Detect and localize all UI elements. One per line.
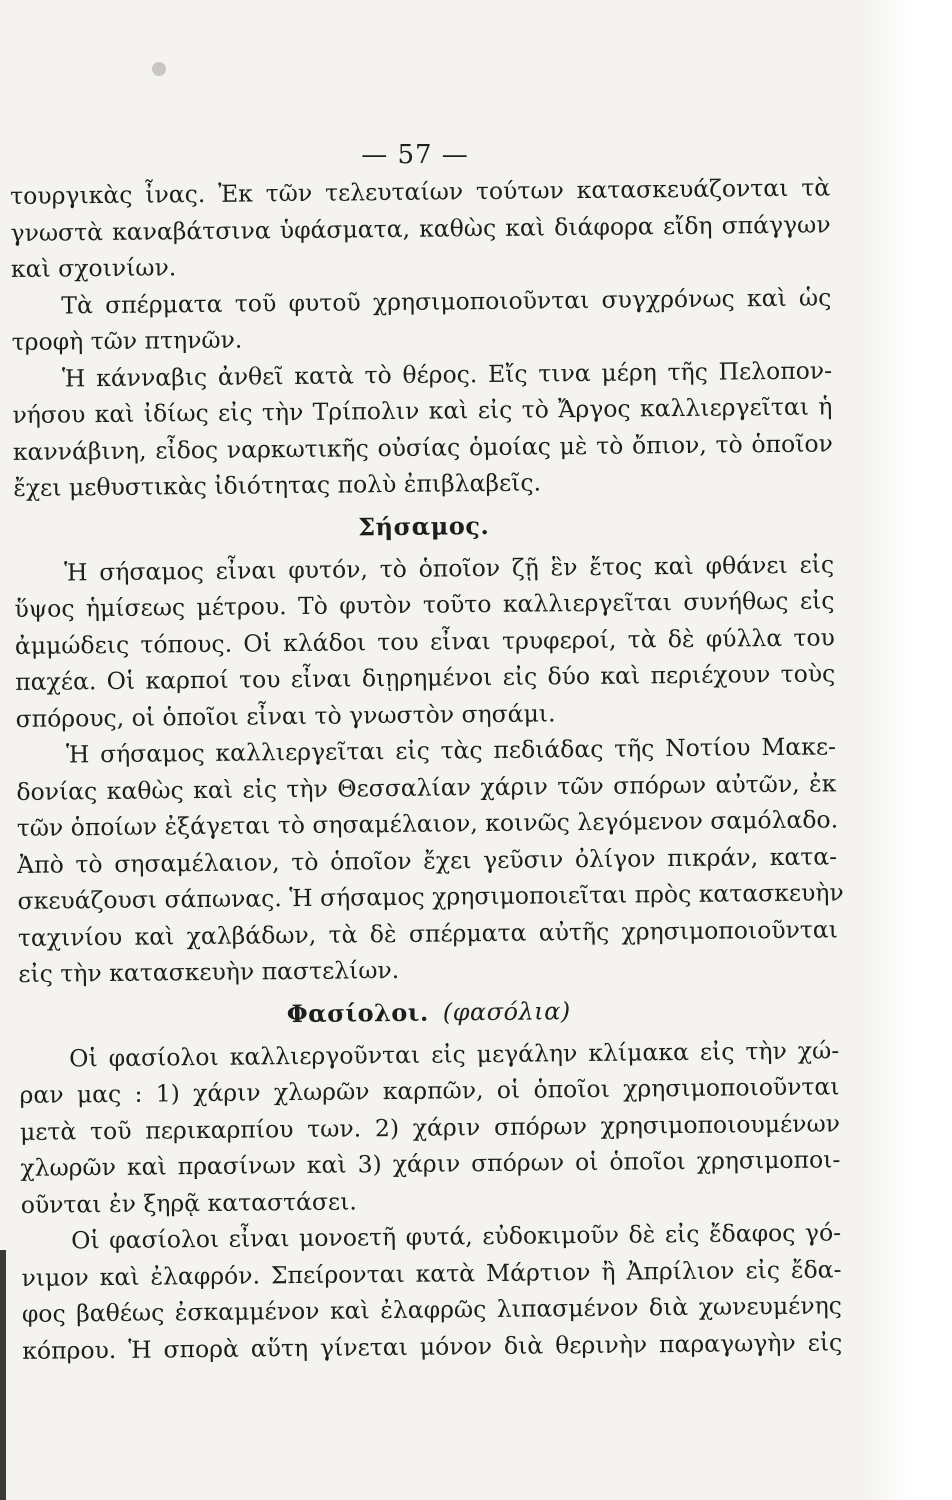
binding-shadow xyxy=(0,1250,6,1500)
text-line: ραν μας : 1) χάριν χλωρῶν καρπῶν, οἱ ὁποῖοι χρησιμοποιοῦνται xyxy=(19,1072,840,1109)
section-heading xyxy=(19,984,839,1041)
ink-smudge xyxy=(152,62,166,76)
text-line: ὕψος ἡμίσεως μέτρου. Τὸ φυτὸν τοῦτο καλλιεργεῖται συνήθως εἰς xyxy=(14,586,835,623)
text-line: σπόρους, οἱ ὁποῖοι εἶναι τὸ γνωστὸν σησάμι. xyxy=(15,698,556,733)
page-number: — 57 — xyxy=(361,140,469,170)
text-line: ἀμμώδεις τόπους. Οἱ κλάδοι του εἶναι τρυφεροί, τὰ δὲ φύλλα του xyxy=(14,622,835,660)
text-line: φος βαθέως ἐσκαμμένον καὶ ἐλαφρῶς λιπασμένον διὰ χωνευμένης xyxy=(21,1291,842,1328)
text-line: ἔχει μεθυστικὰς ἰδιότητας πολὺ ἐπιβλαβεῖς. xyxy=(13,468,542,502)
text-line: παχέα. Οἱ καρποί του εἶναι διῃρημένοι εἰς δύο καὶ περιέχουν τοὺς xyxy=(15,659,836,696)
text-line: Οἱ φασίολοι εἶναι μονοετῆ φυτά, εὐδοκιμοῦν δὲ εἰς ἔδαφος γό- xyxy=(70,1218,842,1255)
text-line: χλωρῶν καὶ πρασίνων καὶ 3) χάριν σπόρων οἱ ὁποῖοι χρησιμοποι- xyxy=(20,1145,841,1182)
text-line: Ἡ κάνναβις ἀνθεῖ κατὰ τὸ θέρος. Εἴς τινα μέρη τῆς Πελοπον- xyxy=(61,355,833,392)
text-line: δονίας καθὼς καὶ εἰς τὴν Θεσσαλίαν χάριν τῶν σπόρων αὐτῶν, ἐκ xyxy=(16,768,837,806)
text-line: κόπρου. Ἡ σπορὰ αὕτη γίνεται μόνον διὰ θερινὴν παραγωγὴν εἰς xyxy=(22,1327,843,1365)
text-line: νήσου καὶ ἰδίως εἰς τὴν Τρίπολιν καὶ εἰς τὸ Ἄργος καλλιεργεῖται ἡ xyxy=(12,392,833,429)
text-line: τροφὴ τῶν πτηνῶν. xyxy=(11,325,243,356)
text-line: καννάβινη, εἶδος ναρκωτικῆς οὐσίας ὁμοίας μὲ τὸ ὄπιον, τὸ ὁποῖον xyxy=(12,428,833,466)
text-line: Ἡ σήσαμος καλλιεργεῖται εἰς τὰς πεδιάδας τῆς Νοτίου Μακε- xyxy=(65,732,837,769)
text-line: καὶ σχοινίων. xyxy=(10,253,177,283)
text-line: νιμον καὶ ἐλαφρόν. Σπείρονται κατὰ Μάρτιον ἢ Ἀπρίλιον εἰς ἔδα- xyxy=(21,1254,842,1292)
section-heading-subtitle: (φασόλια) xyxy=(442,996,571,1027)
text-line: σκευάζουσι σάπωνας. Ἡ σήσαμος χρησιμοποιεῖται πρὸς κατασκευὴν xyxy=(17,878,844,915)
text-line: γνωστὰ καναβάτσινα ὑφάσματα, καθὼς καὶ διάφορα εἴδη σπάγγων xyxy=(10,209,831,247)
text-line: Ἡ σήσαμος εἶναι φυτόν, τὸ ὁποῖον ζῇ ἓν ἔτος καὶ φθάνει εἰς xyxy=(63,549,835,586)
section-heading xyxy=(13,498,833,555)
text-line: μετὰ τοῦ περικαρπίου των. 2) χάριν σπόρων χρησιμοποιουμένων xyxy=(19,1108,841,1146)
text-line: τουργικὰς ἶνας. Ἐκ τῶν τελευταίων τούτων κατασκευάζονται τὰ xyxy=(10,173,831,210)
body-text xyxy=(10,169,842,1369)
text-line: οῦνται ἐν ξηρᾷ καταστάσει. xyxy=(20,1186,357,1219)
text-line: εἰς τὴν κατασκευὴν παστελίων. xyxy=(18,955,400,988)
text-line: Οἱ φασίολοι καλλιεργοῦνται εἰς μεγάλην κλίμακα εἰς τὴν χώ- xyxy=(69,1035,840,1072)
section-heading-title: Φασίολοι. xyxy=(286,997,429,1028)
text-line: Ἀπὸ τὸ σησαμέλαιον, τὸ ὁποῖον ἔχει γεῦσιν ὀλίγον πικράν, κατα- xyxy=(17,841,838,879)
text-line: ταχινίου καὶ χαλβάδων, τὰ δὲ σπέρματα αὐτῆς χρησιμοποιοῦνται xyxy=(17,914,839,952)
section-heading-title: Σήσαμος. xyxy=(357,510,490,541)
text-line: τῶν ὁποίων ἐξάγεται τὸ σησαμέλαιον, κοινῶς λεγόμενον σαμόλαδο. xyxy=(16,805,839,842)
text-line: Τὰ σπέρματα τοῦ φυτοῦ χρησιμοποιοῦνται συγχρόνως καὶ ὡς xyxy=(61,282,832,319)
